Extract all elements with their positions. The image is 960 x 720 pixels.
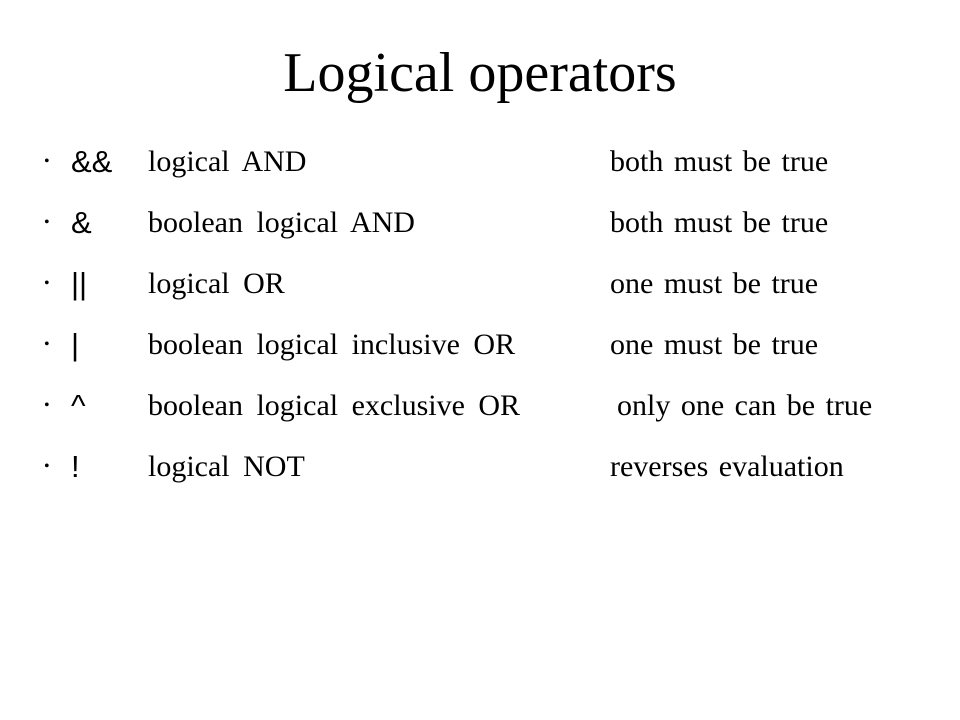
operator-row-exclusive-or <box>0 375 960 436</box>
operator-meaning: one must be true <box>610 267 819 300</box>
operator-name: logical OR <box>148 267 285 300</box>
bullet: • <box>44 458 50 475</box>
operator-meaning: both must be true <box>610 206 829 239</box>
operator-symbol: ! <box>71 449 80 484</box>
operator-symbol: & <box>71 205 92 240</box>
bullet: • <box>44 336 50 353</box>
operator-row-logical-and <box>0 131 960 192</box>
slide-title: Logical operators <box>283 42 677 104</box>
operator-list <box>0 131 960 497</box>
operator-symbol: || <box>71 266 88 301</box>
operator-name: boolean logical exclusive OR <box>148 389 521 422</box>
operator-name: boolean logical AND <box>148 206 415 239</box>
operator-meaning: one must be true <box>610 328 819 361</box>
bullet: • <box>44 214 50 231</box>
operator-name: boolean logical inclusive OR <box>148 328 516 361</box>
bullet: • <box>44 153 50 170</box>
operator-symbol: ^ <box>71 388 86 423</box>
operator-name: logical AND <box>148 145 307 178</box>
operator-row-inclusive-or <box>0 314 960 375</box>
operator-name: logical NOT <box>148 450 305 483</box>
bullet: • <box>44 275 50 292</box>
bullet: • <box>44 397 50 414</box>
operator-row-logical-or <box>0 253 960 314</box>
operator-symbol: | <box>71 327 80 362</box>
operator-meaning: both must be true <box>610 145 829 178</box>
operator-meaning: reverses evaluation <box>610 450 844 483</box>
operator-symbol: && <box>71 144 113 179</box>
operator-meaning: only one can be true <box>617 389 873 422</box>
operator-row-logical-not <box>0 436 960 497</box>
operator-row-boolean-logical-and <box>0 192 960 253</box>
